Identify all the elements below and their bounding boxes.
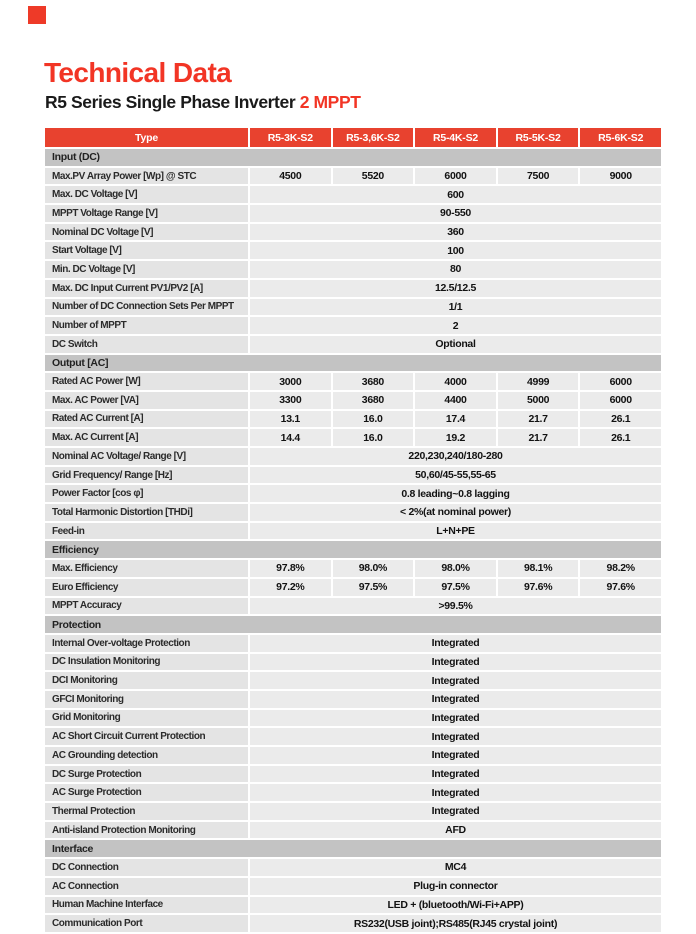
value-cell: 97.2% <box>250 579 331 596</box>
merged-value-cell: Integrated <box>250 803 661 820</box>
table-row <box>45 672 661 689</box>
brand-logo-mark <box>28 6 46 24</box>
merged-value-cell: 2 <box>250 317 661 334</box>
value-cell: 14.4 <box>250 429 331 446</box>
row-label: GFCI Monitoring <box>45 691 248 708</box>
table-row <box>45 242 661 259</box>
section-header-input-dc: Input (DC) <box>45 149 661 166</box>
value-cell: 26.1 <box>580 429 661 446</box>
table-row <box>45 635 661 652</box>
table-row <box>45 803 661 820</box>
row-label: DC Switch <box>45 336 248 353</box>
value-cell: 21.7 <box>498 411 579 428</box>
merged-value-cell: 100 <box>250 242 661 259</box>
row-label: Max. AC Current [A] <box>45 429 248 446</box>
row-label: Rated AC Power [W] <box>45 373 248 390</box>
value-cell: 21.7 <box>498 429 579 446</box>
row-label: Max. DC Voltage [V] <box>45 186 248 203</box>
value-cell: 6000 <box>415 168 496 185</box>
row-label: Nominal DC Voltage [V] <box>45 224 248 241</box>
table-row <box>45 392 661 409</box>
value-cell: 97.5% <box>415 579 496 596</box>
row-label: Nominal AC Voltage/ Range [V] <box>45 448 248 465</box>
value-cell: 9000 <box>580 168 661 185</box>
row-label: Anti-island Protection Monitoring <box>45 822 248 839</box>
merged-value-cell: Plug-in connector <box>250 878 661 895</box>
column-header-r5-4k-s2: R5-4K-S2 <box>415 128 496 147</box>
value-cell: 19.2 <box>415 429 496 446</box>
row-label: Human Machine Interface <box>45 897 248 914</box>
value-cell: 16.0 <box>333 411 414 428</box>
table-row <box>45 373 661 390</box>
table-row <box>45 280 661 297</box>
merged-value-cell: Integrated <box>250 747 661 764</box>
row-label: Feed-in <box>45 523 248 540</box>
row-label: AC Surge Protection <box>45 784 248 801</box>
table-row <box>45 579 661 596</box>
value-cell: 4500 <box>250 168 331 185</box>
table-row <box>45 411 661 428</box>
row-label: AC Grounding detection <box>45 747 248 764</box>
merged-value-cell: 50,60/45-55,55-65 <box>250 467 661 484</box>
table-row <box>45 728 661 745</box>
row-label: AC Connection <box>45 878 248 895</box>
value-cell: 17.4 <box>415 411 496 428</box>
value-cell: 97.8% <box>250 560 331 577</box>
section-header-protection: Protection <box>45 616 661 633</box>
row-label: Number of MPPT <box>45 317 248 334</box>
column-header-r5-3k-s2: R5-3K-S2 <box>250 128 331 147</box>
value-cell: 5000 <box>498 392 579 409</box>
merged-value-cell: Integrated <box>250 691 661 708</box>
page-subtitle-text: R5 Series Single Phase Inverter <box>45 92 300 112</box>
table-row <box>45 766 661 783</box>
value-cell: 3680 <box>333 373 414 390</box>
value-cell: 98.1% <box>498 560 579 577</box>
value-cell: 3000 <box>250 373 331 390</box>
table-row <box>45 485 661 502</box>
row-label: Max. AC Power [VA] <box>45 392 248 409</box>
merged-value-cell: Integrated <box>250 784 661 801</box>
row-label: Start Voltage [V] <box>45 242 248 259</box>
row-label: Max. DC Input Current PV1/PV2 [A] <box>45 280 248 297</box>
row-label: Thermal Protection <box>45 803 248 820</box>
row-label: Grid Monitoring <box>45 710 248 727</box>
row-label: Number of DC Connection Sets Per MPPT <box>45 299 248 316</box>
page-title: Technical Data <box>44 57 232 88</box>
row-label: Rated AC Current [A] <box>45 411 248 428</box>
row-label: Max.PV Array Power [Wp] @ STC <box>45 168 248 185</box>
table-row <box>45 654 661 671</box>
value-cell: 3680 <box>333 392 414 409</box>
table-row <box>45 336 661 353</box>
value-cell: 6000 <box>580 373 661 390</box>
table-row <box>45 897 661 914</box>
table-row <box>45 915 661 932</box>
column-header-r5-5k-s2: R5-5K-S2 <box>498 128 579 147</box>
section-header-interface: Interface <box>45 840 661 857</box>
value-cell: 7500 <box>498 168 579 185</box>
value-cell: 16.0 <box>333 429 414 446</box>
value-cell: 4000 <box>415 373 496 390</box>
merged-value-cell: >99.5% <box>250 598 661 615</box>
value-cell: 97.6% <box>498 579 579 596</box>
merged-value-cell: RS232(USB joint);RS485(RJ45 crystal joint) <box>250 915 661 932</box>
row-label: Min. DC Voltage [V] <box>45 261 248 278</box>
table-row <box>45 822 661 839</box>
table-row <box>45 224 661 241</box>
value-cell: 98.0% <box>333 560 414 577</box>
value-cell: 4999 <box>498 373 579 390</box>
merged-value-cell: Integrated <box>250 728 661 745</box>
row-label: DC Connection <box>45 859 248 876</box>
row-label: Communication Port <box>45 915 248 932</box>
merged-value-cell: L+N+PE <box>250 523 661 540</box>
row-label: Grid Frequency/ Range [Hz] <box>45 467 248 484</box>
table-row <box>45 710 661 727</box>
merged-value-cell: < 2%(at nominal power) <box>250 504 661 521</box>
table-row <box>45 878 661 895</box>
table-row <box>45 261 661 278</box>
table-row <box>45 467 661 484</box>
table-row <box>45 523 661 540</box>
row-label: DCI Monitoring <box>45 672 248 689</box>
table-row <box>45 560 661 577</box>
table-row <box>45 317 661 334</box>
row-label: MPPT Accuracy <box>45 598 248 615</box>
merged-value-cell: Integrated <box>250 672 661 689</box>
merged-value-cell: 0.8 leading~0.8 lagging <box>250 485 661 502</box>
row-label: DC Surge Protection <box>45 766 248 783</box>
row-label: Total Harmonic Distortion [THDi] <box>45 504 248 521</box>
merged-value-cell: 12.5/12.5 <box>250 280 661 297</box>
table-row <box>45 186 661 203</box>
row-label: Power Factor [cos φ] <box>45 485 248 502</box>
column-header-type: Type <box>45 128 248 147</box>
value-cell: 98.2% <box>580 560 661 577</box>
table-row <box>45 448 661 465</box>
row-label: AC Short Circuit Current Protection <box>45 728 248 745</box>
table-row <box>45 205 661 222</box>
value-cell: 13.1 <box>250 411 331 428</box>
merged-value-cell: Optional <box>250 336 661 353</box>
value-cell: 26.1 <box>580 411 661 428</box>
merged-value-cell: 220,230,240/180-280 <box>250 448 661 465</box>
merged-value-cell: 1/1 <box>250 299 661 316</box>
value-cell: 3300 <box>250 392 331 409</box>
value-cell: 6000 <box>580 392 661 409</box>
merged-value-cell: 600 <box>250 186 661 203</box>
spec-table <box>45 128 661 934</box>
column-header-r5-6k-s2: R5-6K-S2 <box>580 128 661 147</box>
merged-value-cell: AFD <box>250 822 661 839</box>
merged-value-cell: LED + (bluetooth/Wi-Fi+APP) <box>250 897 661 914</box>
table-row <box>45 168 661 185</box>
column-header-r5-3-6k-s2: R5-3,6K-S2 <box>333 128 414 147</box>
page-subtitle <box>45 92 361 113</box>
row-label: Euro Efficiency <box>45 579 248 596</box>
merged-value-cell: 90-550 <box>250 205 661 222</box>
table-row <box>45 504 661 521</box>
section-header-efficiency: Efficiency <box>45 541 661 558</box>
table-row <box>45 784 661 801</box>
merged-value-cell: Integrated <box>250 710 661 727</box>
table-row <box>45 691 661 708</box>
table-row <box>45 598 661 615</box>
table-row <box>45 859 661 876</box>
table-row <box>45 747 661 764</box>
row-label: Internal Over-voltage Protection <box>45 635 248 652</box>
table-header-row <box>45 128 661 147</box>
merged-value-cell: 80 <box>250 261 661 278</box>
table-row <box>45 299 661 316</box>
value-cell: 5520 <box>333 168 414 185</box>
table-row <box>45 429 661 446</box>
table-body <box>45 149 661 932</box>
merged-value-cell: Integrated <box>250 654 661 671</box>
merged-value-cell: Integrated <box>250 635 661 652</box>
merged-value-cell: Integrated <box>250 766 661 783</box>
row-label: Max. Efficiency <box>45 560 248 577</box>
value-cell: 98.0% <box>415 560 496 577</box>
section-header-output-ac: Output [AC] <box>45 355 661 372</box>
merged-value-cell: 360 <box>250 224 661 241</box>
row-label: MPPT Voltage Range [V] <box>45 205 248 222</box>
value-cell: 4400 <box>415 392 496 409</box>
merged-value-cell: MC4 <box>250 859 661 876</box>
row-label: DC Insulation Monitoring <box>45 654 248 671</box>
page-subtitle-highlight: 2 MPPT <box>299 92 361 112</box>
value-cell: 97.5% <box>333 579 414 596</box>
value-cell: 97.6% <box>580 579 661 596</box>
